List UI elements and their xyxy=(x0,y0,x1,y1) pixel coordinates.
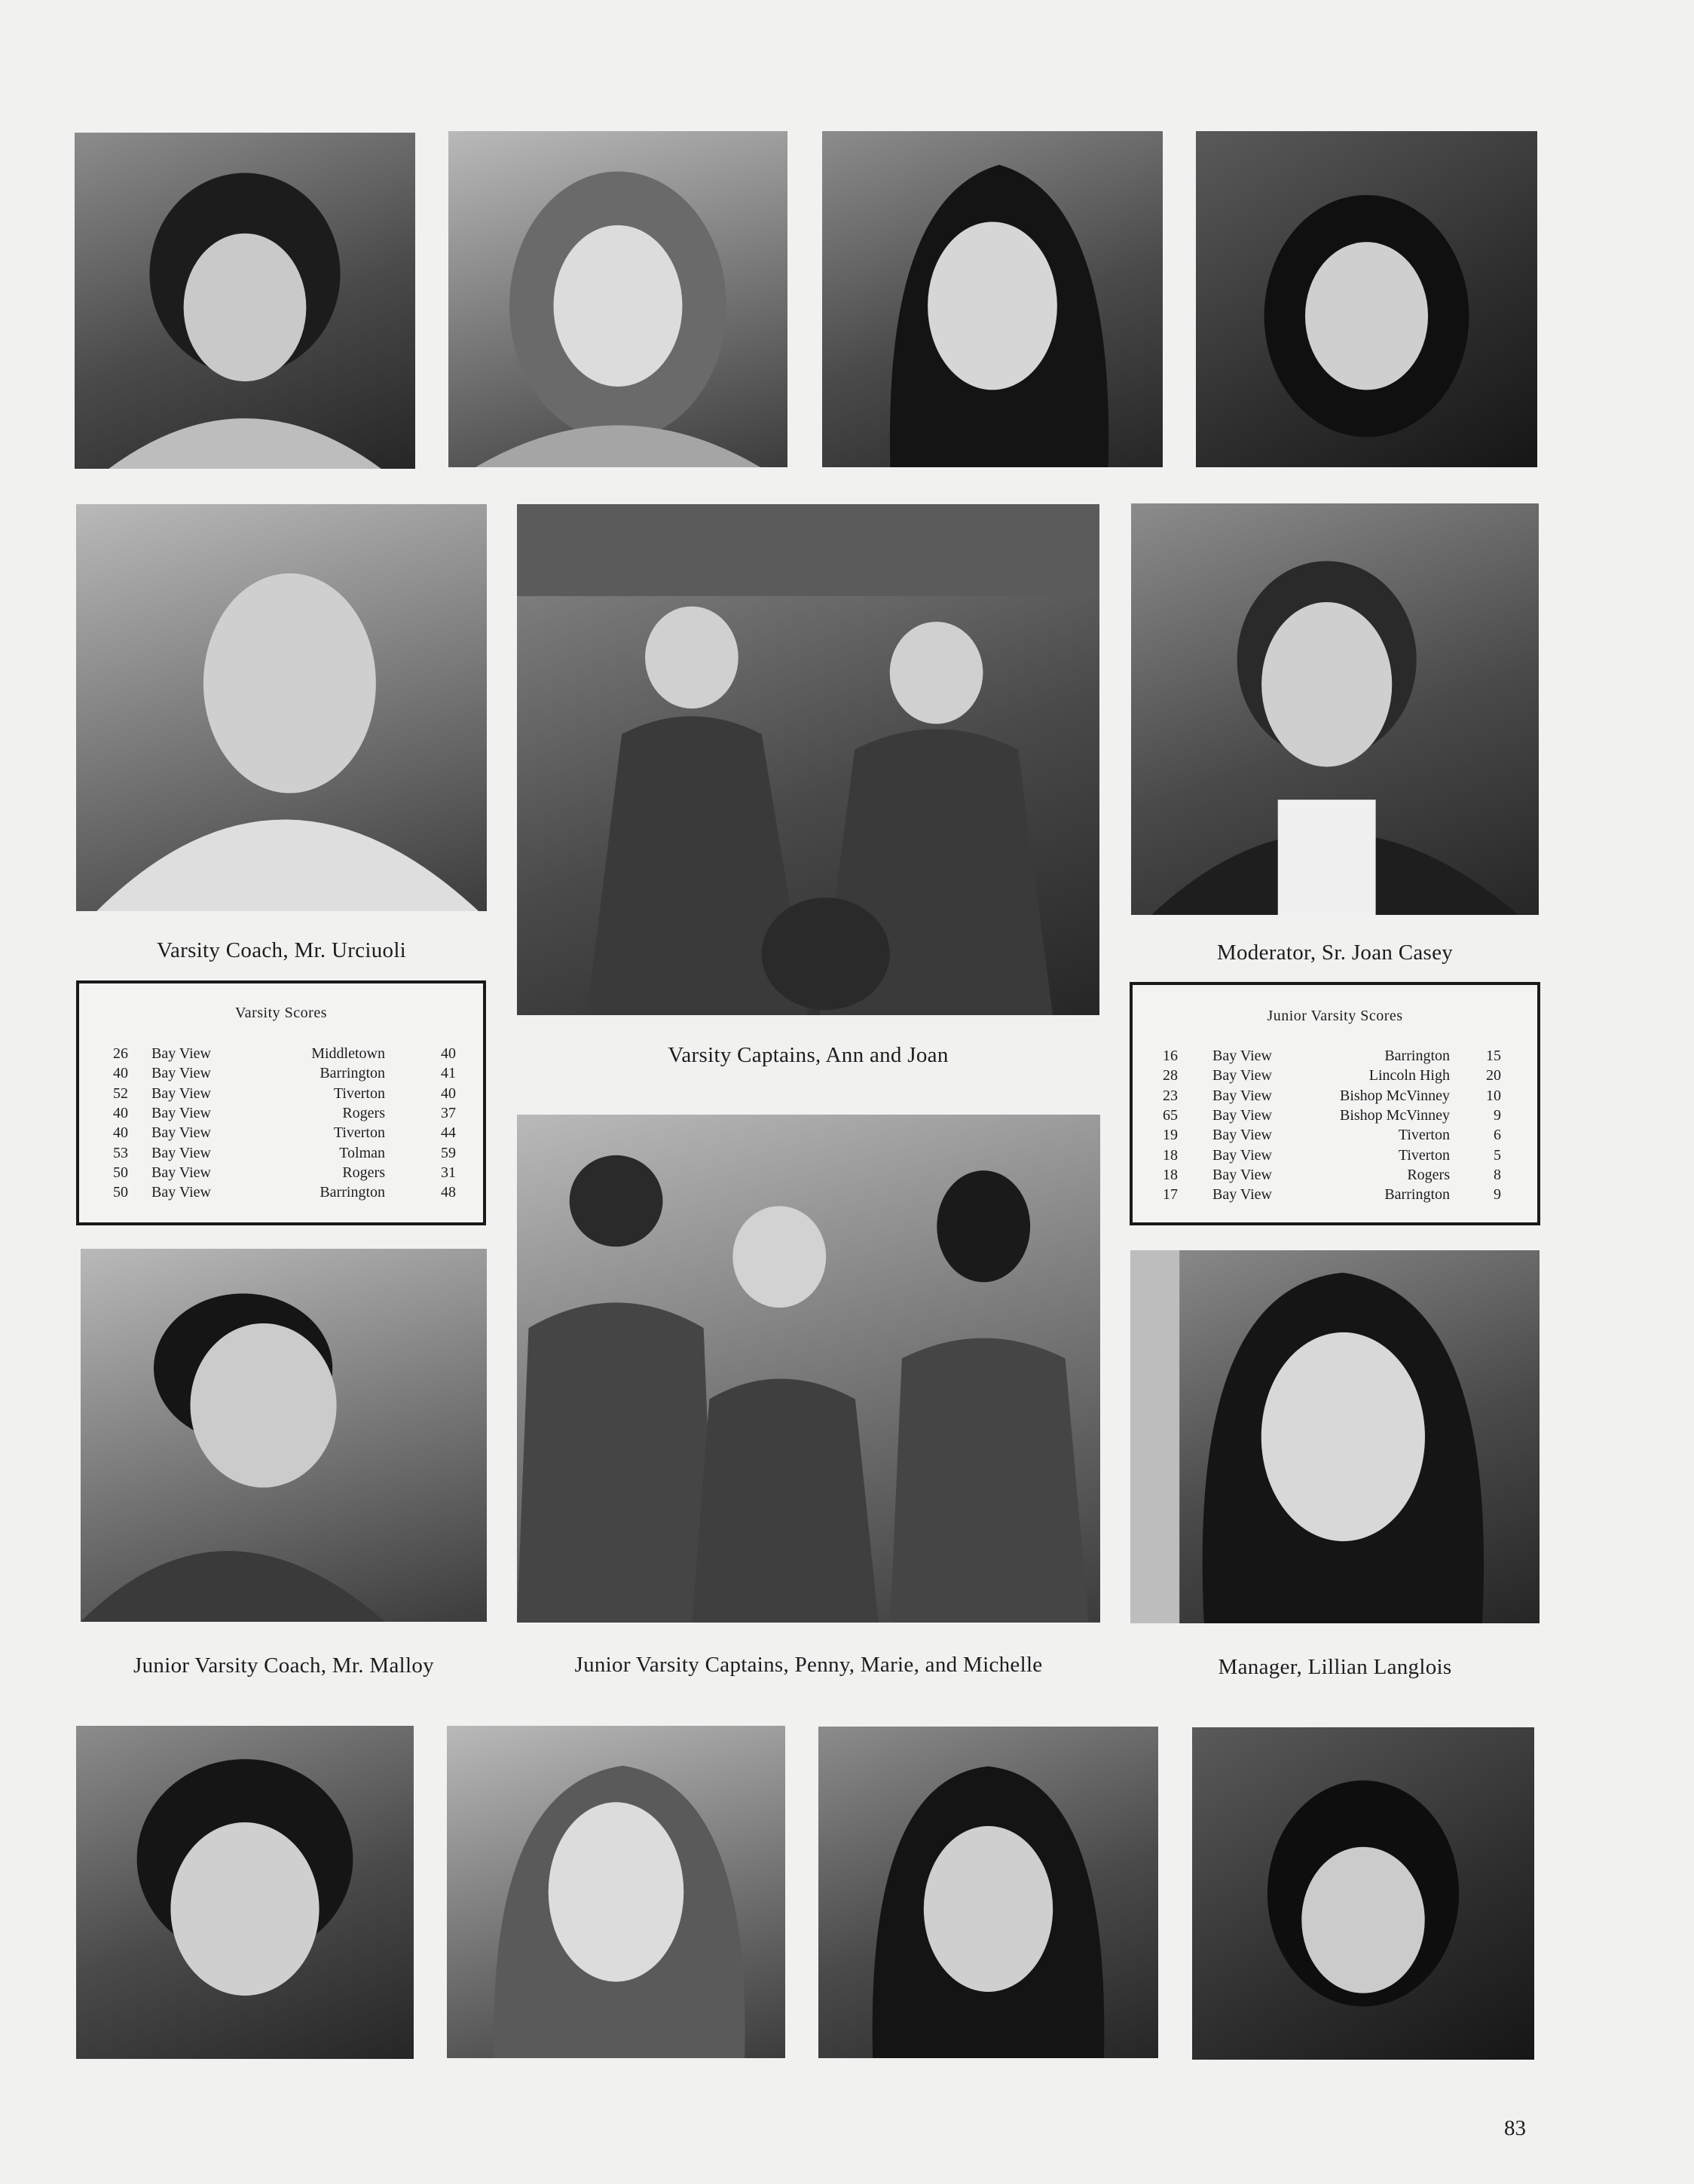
opponent-score: 6 xyxy=(1494,1127,1501,1144)
score-row xyxy=(79,1124,483,1144)
varsity-coach-caption: Varsity Coach, Mr. Urciuoli xyxy=(156,938,407,962)
opponent-name: Rogers xyxy=(342,1164,385,1181)
score-row xyxy=(1133,1186,1537,1206)
varsity-captains-caption: Varsity Captains, Ann and Joan xyxy=(668,1043,949,1067)
portrait-photo-row1-2 xyxy=(448,131,787,467)
portrait-silhouette xyxy=(76,1726,414,2059)
opponent-score: 20 xyxy=(1486,1067,1501,1084)
opponent-score: 15 xyxy=(1486,1048,1501,1064)
score-row xyxy=(1133,1167,1537,1186)
opponent-name: Barrington xyxy=(320,1184,385,1201)
varsity-scores-table xyxy=(76,980,486,1225)
portrait-photo-row4-1 xyxy=(76,1726,414,2059)
bay-view-score: 17 xyxy=(1163,1186,1178,1204)
opponent-score: 9 xyxy=(1494,1106,1501,1124)
portrait-silhouette xyxy=(1131,503,1539,915)
moderator-caption: Moderator, Sr. Joan Casey xyxy=(1216,941,1454,965)
team-name: Bay View xyxy=(1212,1106,1272,1124)
opponent-name: Tiverton xyxy=(333,1084,385,1102)
team-name: Bay View xyxy=(151,1184,211,1201)
bay-view-score: 18 xyxy=(1163,1146,1178,1164)
bay-view-score: 26 xyxy=(113,1045,128,1062)
team-name: Bay View xyxy=(151,1065,211,1082)
portrait-silhouette xyxy=(76,504,487,911)
bay-view-score: 65 xyxy=(1163,1106,1178,1124)
bay-view-score: 23 xyxy=(1163,1087,1178,1104)
portrait-photo-row4-3 xyxy=(818,1727,1158,2058)
portrait-photo-row1-4 xyxy=(1196,131,1537,467)
score-row xyxy=(79,1065,483,1084)
portrait-photo-row4-2 xyxy=(447,1726,785,2058)
opponent-score: 40 xyxy=(441,1045,456,1062)
team-name: Bay View xyxy=(151,1084,211,1102)
opponent-score: 5 xyxy=(1494,1146,1501,1164)
team-name: Bay View xyxy=(151,1144,211,1161)
bay-view-score: 16 xyxy=(1163,1048,1178,1064)
portrait-silhouette xyxy=(447,1726,785,2058)
bay-view-score: 53 xyxy=(113,1144,128,1161)
opponent-name: Rogers xyxy=(1407,1166,1450,1183)
opponent-score: 8 xyxy=(1494,1166,1501,1183)
bay-view-score: 52 xyxy=(113,1084,128,1102)
team-name: Bay View xyxy=(1212,1067,1272,1084)
opponent-name: Tiverton xyxy=(1398,1127,1450,1144)
jv-captains-caption: Junior Varsity Captains, Penny, Marie, and Michelle xyxy=(574,1653,1043,1677)
moderator-photo xyxy=(1131,503,1539,915)
bay-view-score: 50 xyxy=(113,1184,128,1201)
score-row xyxy=(1133,1107,1537,1127)
portrait-photo-row1-3 xyxy=(822,131,1163,467)
jv-scores-title: Junior Varsity Scores xyxy=(1267,1008,1403,1024)
score-row xyxy=(79,1164,483,1184)
manager-caption: Manager, Lillian Langlois xyxy=(1218,1655,1452,1679)
score-row xyxy=(79,1145,483,1164)
opponent-name: Barrington xyxy=(1384,1186,1450,1204)
opponent-name: Bishop McVinney xyxy=(1339,1106,1450,1124)
portrait-silhouette xyxy=(81,1249,487,1622)
opponent-name: Barrington xyxy=(1384,1048,1450,1064)
bay-view-score: 40 xyxy=(113,1065,128,1082)
team-name: Bay View xyxy=(1212,1087,1272,1104)
score-row xyxy=(1133,1048,1537,1067)
varsity-coach-photo xyxy=(76,504,487,911)
bay-view-score: 40 xyxy=(113,1104,128,1121)
opponent-name: Lincoln High xyxy=(1368,1067,1450,1084)
score-row xyxy=(79,1184,483,1204)
manager-photo xyxy=(1130,1250,1540,1623)
opponent-score: 37 xyxy=(441,1104,456,1121)
portrait-photo-row4-4 xyxy=(1192,1727,1534,2060)
team-name: Bay View xyxy=(1212,1146,1272,1164)
opponent-name: Rogers xyxy=(342,1104,385,1121)
opponent-score: 44 xyxy=(441,1124,456,1142)
opponent-score: 10 xyxy=(1486,1087,1501,1104)
portrait-silhouette xyxy=(822,131,1163,467)
score-row xyxy=(79,1105,483,1124)
portrait-photo-row1-1 xyxy=(75,133,415,469)
opponent-name: Tolman xyxy=(339,1144,385,1161)
jv-captains-photo xyxy=(517,1115,1100,1623)
opponent-name: Middletown xyxy=(311,1045,385,1062)
bay-view-score: 28 xyxy=(1163,1067,1178,1084)
jv-coach-photo xyxy=(81,1249,487,1622)
score-row xyxy=(79,1045,483,1065)
opponent-name: Bishop McVinney xyxy=(1339,1087,1450,1104)
opponent-score: 40 xyxy=(441,1084,456,1102)
portrait-silhouette xyxy=(1130,1250,1540,1623)
team-name: Bay View xyxy=(1212,1127,1272,1144)
portrait-silhouette xyxy=(448,131,787,467)
bay-view-score: 19 xyxy=(1163,1127,1178,1144)
team-name: Bay View xyxy=(151,1164,211,1181)
bay-view-score: 50 xyxy=(113,1164,128,1181)
score-row xyxy=(1133,1147,1537,1167)
team-name: Bay View xyxy=(151,1124,211,1142)
portrait-silhouette xyxy=(818,1727,1158,2058)
team-name: Bay View xyxy=(1212,1048,1272,1064)
opponent-name: Tiverton xyxy=(1398,1146,1450,1164)
score-row xyxy=(1133,1087,1537,1107)
opponent-score: 9 xyxy=(1494,1186,1501,1204)
opponent-score: 31 xyxy=(441,1164,456,1181)
team-name: Bay View xyxy=(151,1045,211,1062)
page-number: 83 xyxy=(1504,2116,1526,2140)
score-row xyxy=(79,1085,483,1105)
group-silhouette xyxy=(517,1115,1100,1623)
bay-view-score: 40 xyxy=(113,1124,128,1142)
varsity-captains-photo xyxy=(517,504,1099,1015)
team-name: Bay View xyxy=(1212,1166,1272,1183)
portrait-silhouette xyxy=(1196,131,1537,467)
portrait-silhouette xyxy=(75,133,415,469)
varsity-scores-title: Varsity Scores xyxy=(235,1005,327,1021)
opponent-score: 59 xyxy=(441,1144,456,1161)
opponent-name: Tiverton xyxy=(333,1124,385,1142)
team-name: Bay View xyxy=(151,1104,211,1121)
score-row xyxy=(1133,1067,1537,1087)
opponent-score: 41 xyxy=(441,1065,456,1082)
team-name: Bay View xyxy=(1212,1186,1272,1204)
bay-view-score: 18 xyxy=(1163,1166,1178,1183)
opponent-name: Barrington xyxy=(320,1065,385,1082)
opponent-score: 48 xyxy=(441,1184,456,1201)
portrait-silhouette xyxy=(1192,1727,1534,2060)
jv-scores-table xyxy=(1130,982,1540,1225)
score-row xyxy=(1133,1127,1537,1146)
group-silhouette xyxy=(517,504,1099,1015)
jv-coach-caption: Junior Varsity Coach, Mr. Malloy xyxy=(133,1653,434,1678)
